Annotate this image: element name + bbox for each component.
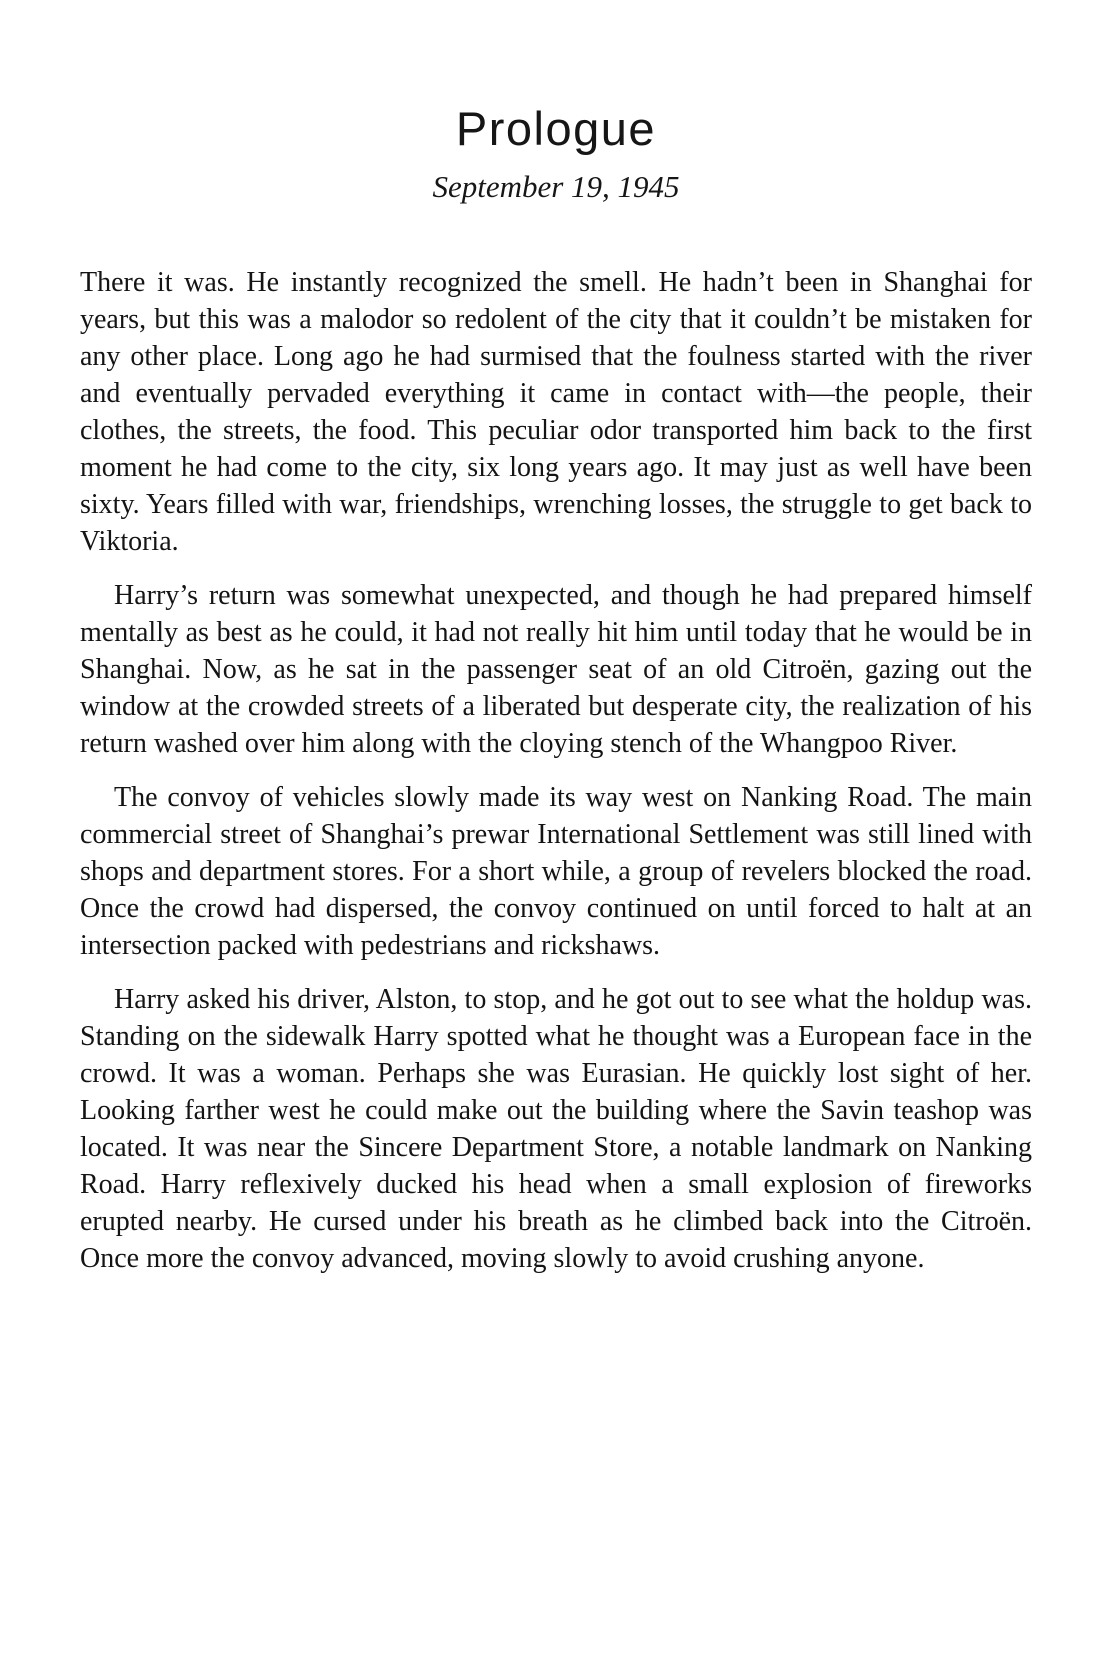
body-paragraph: Harry’s return was somewhat unexpected, and though he had prepared himself mentally as best as he could, it had not really hit him until today that he would be in Shanghai. Now, as he sat in the passenger seat of an old Citroën, gazing out the window at the crowded streets of a liberated but desperate city, the realization of his return washed over him along with the cloying stench of the Whangpoo River. — [80, 580, 1032, 760]
body-paragraph: The convoy of vehicles slowly made its way west on Nanking Road. The main commercial street of Shanghai’s prewar International Settlement was still lined with shops and department stores. For a short while, a group of revelers blocked the road. Once the crowd had dispersed, the convoy continued on until forced to halt at an intersection packed with pedestrians and rickshaws. — [80, 782, 1032, 962]
chapter-body — [80, 264, 1032, 1277]
body-paragraph: There it was. He instantly recognized the smell. He hadn’t been in Shanghai for years, but this was a malodor so redolent of the city that it couldn’t be mistaken for any other place. Long ago he had surmised that the foulness started with the river and eventually pervaded everything it came in contact with—the people, their clothes, the streets, the food. This peculiar odor transported him back to the first moment he had come to the city, six long years ago. It may just as well have been sixty. Years filled with war, friendships, wrenching losses, the struggle to get back to Viktoria. — [80, 267, 1032, 558]
body-paragraph: Harry asked his driver, Alston, to stop, and he got out to see what the holdup was. Standing on the sidewalk Harry spotted what he thought was a European face in the crowd. It was a woman. Perhaps she was Eurasian. He quickly lost sight of her. Looking farther west he could make out the building where the Savin teashop was located. It was near the Sincere Department Store, a notable landmark on Nanking Road. Harry reflexively ducked his head when a small explosion of fireworks erupted nearby. He cursed under his breath as he climbed back into the Citroën. Once more the convoy advanced, moving slowly to avoid crushing anyone. — [80, 984, 1032, 1275]
chapter-date: September 19, 1945 — [432, 168, 680, 204]
chapter-title: Prologue — [455, 102, 657, 155]
